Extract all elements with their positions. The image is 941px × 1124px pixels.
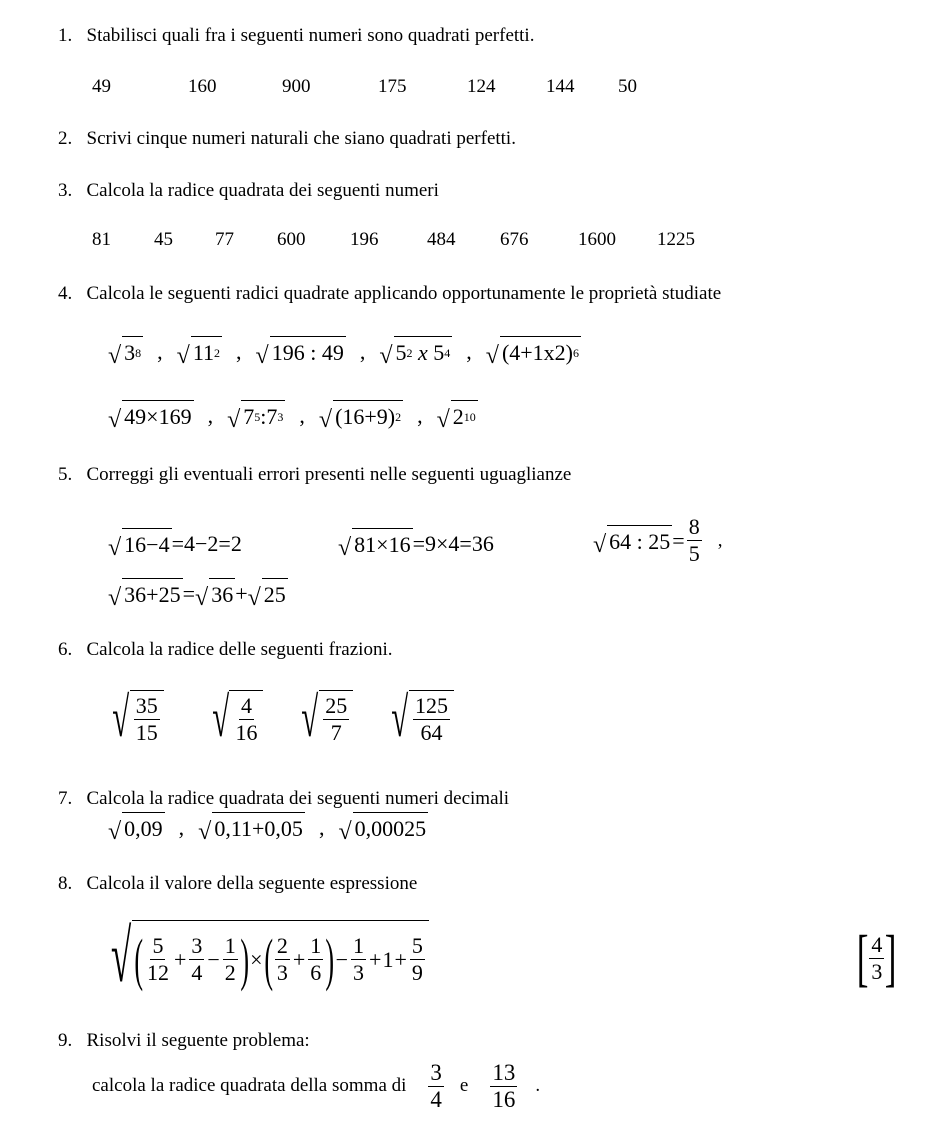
number-item: 144 (546, 76, 575, 97)
radical: √ $\frac{25}{7}$ (297, 690, 353, 746)
question-2 (58, 127, 516, 151)
comma: , (299, 403, 305, 428)
question-text: Scrivi cinque numeri naturali che siano quadrati perfetti. (86, 128, 516, 149)
q8-answer: [ $\frac{4}{3}$ ] (856, 922, 897, 993)
radical: √ 196 : 49 (256, 336, 346, 368)
question-number: 3. (58, 180, 73, 201)
question-text: Risolvi il seguente problema: (86, 1030, 310, 1051)
q5-eq-3: √ 64 : 25 = $\frac{8}{5}$ , (593, 514, 723, 566)
number-item: 600 (277, 229, 306, 250)
question-number: 8. (58, 873, 73, 894)
radical: √ 7 5 : 7 3 (227, 400, 285, 432)
question-8 (58, 872, 417, 896)
problem-text: calcola la radice quadrata della somma di (92, 1075, 407, 1096)
question-7 (58, 787, 509, 811)
question-text: Calcola le seguenti radici quadrate applicando opportunamente le proprietà studiate (86, 283, 722, 304)
number-item: 124 (467, 76, 496, 97)
question-number: 2. (58, 128, 73, 149)
question-1 (58, 24, 534, 48)
number-item: 900 (282, 76, 311, 97)
radical: √ 5 2 x 5 4 (379, 336, 452, 368)
radical: √ ( $\frac{5}{12}$ + $\frac{3}{4}$ − $\frac{1}{2}$ ) × ( $\frac{2}{3}$ + $\frac{1}{6}$ ) − $\frac{1}{3}$ + 1 + $\frac{5}{9}$ (106, 920, 429, 994)
radical: √ $\frac{35}{15}$ (108, 690, 164, 746)
radical: √ 11 2 (177, 336, 222, 368)
number-item: 175 (378, 76, 407, 97)
radical: √ (16+9) 2 (319, 400, 403, 432)
question-4 (58, 282, 721, 306)
q6-fractions (108, 687, 454, 749)
radical: √ $\frac{4}{16}$ (208, 690, 264, 746)
comma: , (417, 403, 423, 428)
q5-eq-1 (108, 528, 242, 560)
fraction: $\frac{8}{5}$ (688, 514, 700, 566)
radical: √ 0,11+0,05 (198, 812, 305, 844)
number-item: 81 (92, 229, 111, 250)
q8-expression (106, 916, 429, 998)
question-number: 9. (58, 1030, 73, 1051)
radical: √ 0,00025 (338, 812, 428, 844)
q7-radicals: √ 0,09 , √ 0,11+0,05 , √ 0,00025 (108, 812, 428, 844)
radical: √ 49×169 (108, 400, 194, 432)
question-number: 4. (58, 283, 73, 304)
radical: √ 81×16 (338, 528, 413, 560)
question-text: Calcola la radice quadrata dei seguenti numeri (86, 180, 439, 201)
number-item: 45 (154, 229, 173, 250)
radical: √ (4+1x2) 6 (486, 336, 581, 368)
radical: √ 36+25 (108, 578, 183, 610)
fraction: $\frac{4}{3}$ (871, 931, 883, 984)
fraction: $\frac{13}{16}$ (492, 1059, 516, 1112)
number-item: 1600 (578, 229, 616, 250)
number-item: 160 (188, 76, 217, 97)
radical: √ 64 : 25 (593, 525, 672, 557)
radical: √ 25 (248, 578, 288, 610)
comma: , (207, 403, 214, 428)
comma: , (236, 339, 242, 364)
question-number: 5. (58, 464, 73, 485)
question-5 (58, 463, 571, 487)
equation-rest: =9×4=36 (412, 531, 494, 556)
number-item: 49 (92, 76, 111, 97)
q4-row-1 (108, 336, 581, 368)
number-item: 77 (215, 229, 234, 250)
question-number: 7. (58, 788, 73, 809)
number-item: 1225 (657, 229, 695, 250)
comma: , (466, 339, 472, 364)
question-6 (58, 638, 392, 662)
question-text: Calcola la radice delle seguenti frazioni. (86, 639, 393, 660)
q9-problem: calcola la radice quadrata della somma di $\frac{3}{4}$ e $\frac{13}{16}$ . (92, 1059, 541, 1112)
question-3 (58, 179, 439, 203)
number-item: 676 (500, 229, 529, 250)
number-item: 484 (427, 229, 456, 250)
radical: √ $\frac{125}{64}$ (387, 690, 454, 746)
question-number: 6. (58, 639, 73, 660)
equation-rest: =4−2=2 (171, 531, 242, 556)
q5-eq-2 (338, 528, 494, 560)
question-9 (58, 1029, 310, 1053)
question-text: Calcola la radice quadrata dei seguenti numeri decimali (86, 788, 510, 809)
question-text: Stabilisci quali fra i seguenti numeri sono quadrati perfetti. (86, 25, 535, 46)
radical: √ 16−4 (108, 528, 172, 560)
radical: √ 3 8 (108, 336, 143, 368)
question-number: 1. (58, 25, 73, 46)
q4-row-2 (108, 400, 478, 432)
question-text: Calcola il valore della seguente espressione (86, 873, 418, 894)
number-item: 196 (350, 229, 379, 250)
comma: , (157, 339, 163, 364)
fraction: $\frac{3}{4}$ (430, 1059, 442, 1112)
radical: √ 0,09 (108, 812, 165, 844)
question-text: Correggi gli eventuali errori presenti nelle seguenti uguaglianze (86, 464, 572, 485)
radical: √ 2 10 (437, 400, 478, 432)
comma: , (359, 339, 366, 364)
radical: √ 36 (195, 578, 235, 610)
number-item: 50 (618, 76, 637, 97)
q5-eq-4: √ 36+25 = √ 36 + √ 25 (108, 578, 288, 610)
